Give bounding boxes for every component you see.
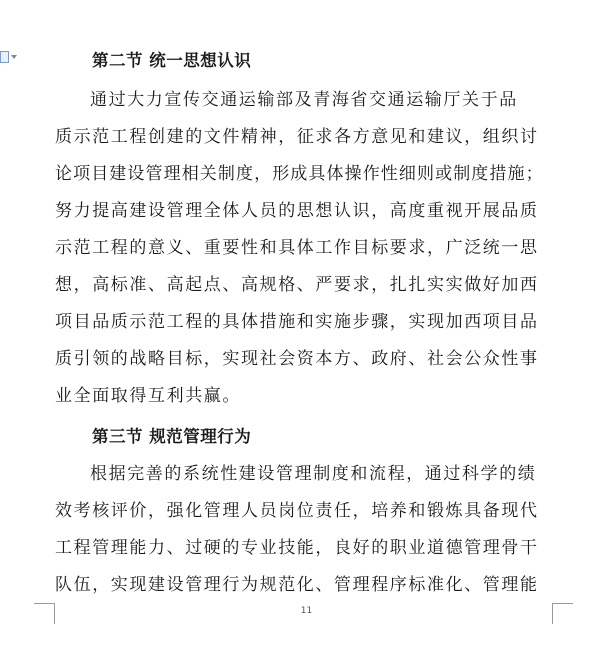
section-2-line: 项目品质示范工程的具体措施和实施步骤，实现加西项目品 <box>55 312 539 332</box>
section-3-line: 队伍，实现建设管理行为规范化、管理程序标准化、管理能 <box>55 575 539 595</box>
document-icon <box>0 51 9 63</box>
section-2-line: 努力提高建设管理全体人员的思想认识，高度重视开展品质 <box>55 201 539 221</box>
section-2-line: 通过大力宣传交通运输部及青海省交通运输厅关于品 <box>90 90 518 110</box>
section-2-line: 论项目建设管理相关制度，形成具体操作性细则或制度措施； <box>55 164 544 184</box>
section-2-line: 想，高标准、高起点、高规格、严要求，扎扎实实做好加西 <box>55 275 539 295</box>
section-2-line: 示范工程的意义、重要性和具体工作目标要求，广泛统一思 <box>55 238 539 258</box>
page-number: 11 <box>300 606 313 616</box>
section-2-line: 业全面取得互利共赢。 <box>55 386 241 406</box>
section-3-line: 根据完善的系统性建设管理制度和流程，通过科学的绩 <box>90 464 537 484</box>
section-3-heading: 第三节 规范管理行为 <box>92 427 252 446</box>
section-2-heading: 第二节 统一思想认识 <box>92 51 252 70</box>
section-3-line: 工程管理能力、过硬的专业技能，良好的职业道德管理骨干 <box>55 538 539 558</box>
section-2-line: 质示范工程创建的文件精神，征求各方意见和建议，组织讨 <box>55 127 539 147</box>
section-3-line: 效考核评价，强化管理人员岗位责任，培养和锻炼具备现代 <box>55 501 539 521</box>
dropdown-arrow-icon <box>11 55 17 59</box>
navigation-pane-icon[interactable] <box>0 50 20 64</box>
section-2-line: 质引领的战略目标，实现社会资本方、政府、社会公众性事 <box>55 349 539 369</box>
